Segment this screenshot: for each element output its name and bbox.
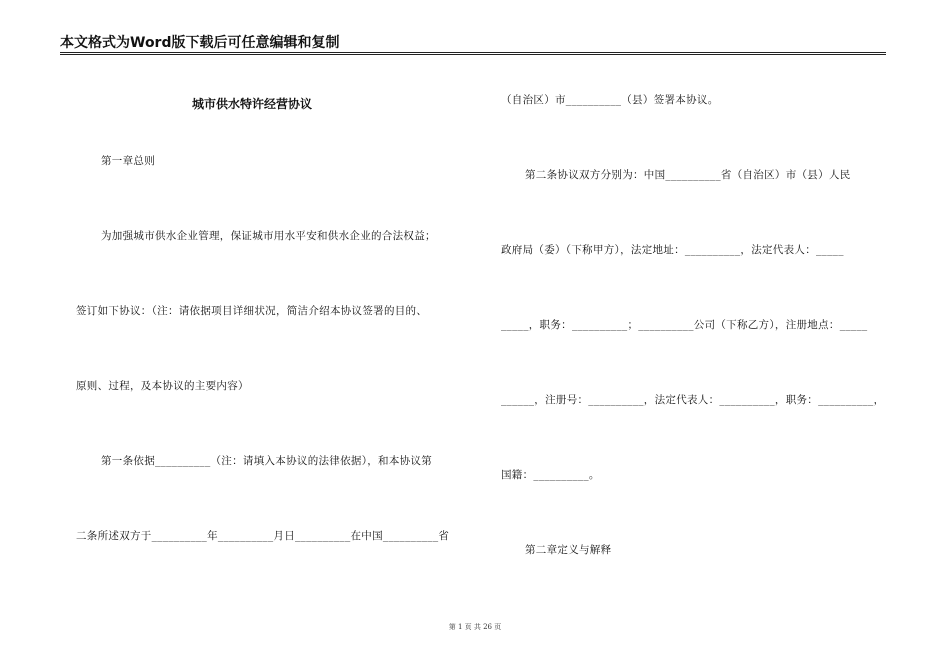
paragraph-line: 政府局（委）（下称甲方），法定地址：__________，法定代表人：_____ [501, 244, 844, 256]
header-divider-secondary [60, 54, 886, 55]
paragraph-line: 为加强城市供水企业管理，保证城市用水平安和供水企业的合法权益； [101, 230, 436, 242]
document-header: 本文格式为Word版下载后可任意编辑和复制 [60, 35, 340, 51]
document-title: 城市供水特许经营协议 [192, 97, 313, 111]
header-divider [60, 52, 886, 53]
paragraph-line: ______，注册号：__________，法定代表人：__________，职务：__________， [501, 394, 885, 406]
page-footer: 第 1 页 共 26 页 [448, 623, 502, 631]
chapter-heading: 第二章定义与解释 [525, 544, 612, 556]
paragraph-line: _____，职务：__________；__________公司（下称乙方），注册地点：_____ [501, 319, 868, 331]
paragraph-line: 原则、过程，及本协议的主要内容） [76, 380, 249, 392]
paragraph-line: （自治区）市__________（县）签署本协议。 [501, 94, 719, 106]
paragraph-line: 二条所述双方于__________年__________月日__________在中国__________省 [76, 530, 450, 542]
paragraph-line: 第一条依据__________（注：请填入本协议的法律依据），和本协议第 [101, 455, 433, 467]
paragraph-line: 第二条协议双方分别为：中国__________省（自治区）市（县）人民 [525, 169, 851, 181]
chapter-heading: 第一章总则 [101, 155, 155, 167]
paragraph-line: 签订如下协议：（注：请依据项目详细状况，简洁介绍本协议签署的目的、 [76, 305, 428, 317]
paragraph-line: 国籍：__________。 [501, 469, 600, 481]
